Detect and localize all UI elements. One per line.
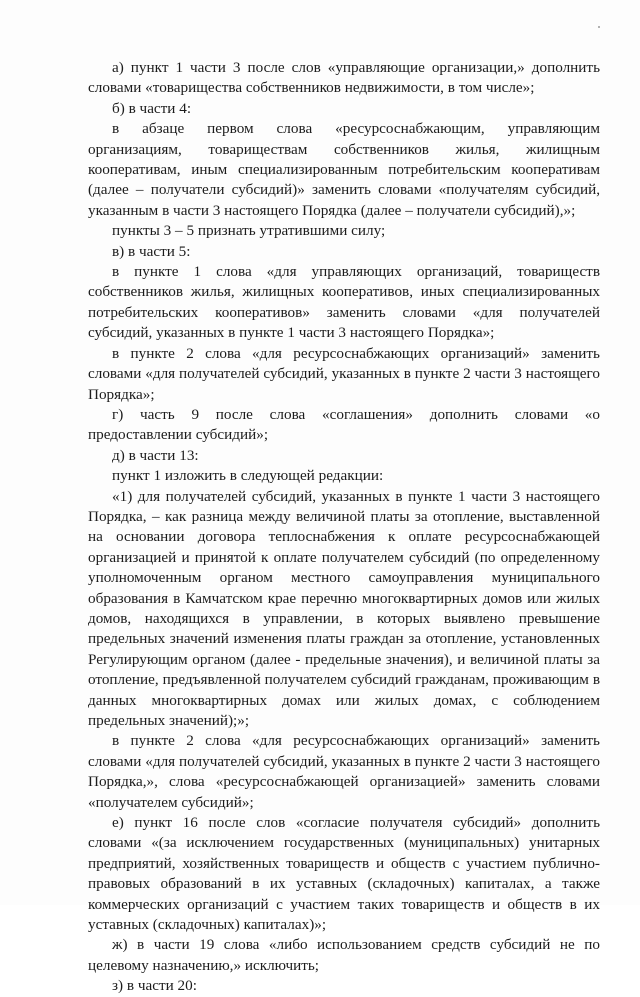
paragraph-d-point-1-intro: пункт 1 изложить в следующей редакции: <box>112 467 384 485</box>
paragraph-v-point-2: в пункте 2 слова «для ресурсоснабжающих организаций» заменить словами «для получателей субсидий, указанных в пункте 2 части 3 настоящего Порядка»; <box>88 344 600 403</box>
paragraph-b-points-3-5: пункты 3 – 5 признать утратившими силу; <box>112 222 386 240</box>
paragraph-a: а) пункт 1 части 3 после слов «управляющие организации,» дополнить словами «товарищества собственников недвижимости, в том числе»; <box>88 59 600 97</box>
paragraph-d: д) в части 13: <box>112 446 199 464</box>
scan-speck <box>598 26 600 28</box>
document-body <box>88 58 600 997</box>
paragraph-d-point-1-text: «1) для получателей субсидий, указанных в пункте 1 части 3 настоящего Порядка, – как разница между величиной платы за отопление, выставленной на основании договора теплоснабжения к оплате ресурсоснабжающей организацией и принятой к оплате получателем субсидий (по определенному уполномоченным органом местного самоуправления муниципального образования в Камчатском крае перечню многоквартирных домов или жилых домов, находящихся в управлении, в которых выявлено превышение предельных значений изменения платы граждан за отопление, установленных Регулирующим органом (далее - предельные значения), и величиной платы за отопление, предъявленной получателем субсидий гражданам, проживающим в данных многоквартирных домах или жилых домах, с соблюдением предельных значений);»; <box>88 487 600 729</box>
paragraph-zh: ж) в части 19 слова «либо использованием средств субсидий не по целевому назначению,» исключить; <box>88 936 600 974</box>
paragraph-v-point-1: в пункте 1 слова «для управляющих организаций, товариществ собственников жилья, жилищных кооперативов, иных специализированных потребительских кооперативов» заменить словами «для получателей субсидий, указанных в пункте 1 части 3 настоящего Порядка»; <box>88 263 600 342</box>
paragraph-v: в) в части 5: <box>112 242 191 260</box>
paragraph-g: г) часть 9 после слова «соглашения» дополнить словами «о предоставлении субсидий»; <box>88 405 600 444</box>
paragraph-e: е) пункт 16 после слов «согласие получателя субсидий» дополнить словами «(за исключением государственных (муниципальных) унитарных предприятий, хозяйственных товариществ и обществ с участием публично-правовых образований в их уставных (складочных) капиталах, а также коммерческих организаций с участием таких товариществ и обществ в их уставных (складочных) капиталах)»; <box>88 814 600 934</box>
paragraph-z: з) в части 20: <box>112 977 197 995</box>
paragraph-b: б) в части 4: <box>112 99 192 117</box>
paragraph-b-first-abzac: в абзаце первом слова «ресурсоснабжающим, управляющим организациям, товариществам собственников жилья, жилищным кооперативам, иным специализированным потребительским кооперативам (далее – получатели субсидий)» заменить словами «получателям субсидий, указанным в части 3 настоящего Порядка (далее – получатели субсидий),»; <box>88 120 600 219</box>
paragraph-d-point-2: в пункте 2 слова «для ресурсоснабжающих организаций» заменить словами «для получателей субсидий, указанных в пункте 2 части 3 настоящего Порядка,», слова «ресурсоснабжающей организацией» заменить словами «получателем субсидий»; <box>88 732 600 811</box>
